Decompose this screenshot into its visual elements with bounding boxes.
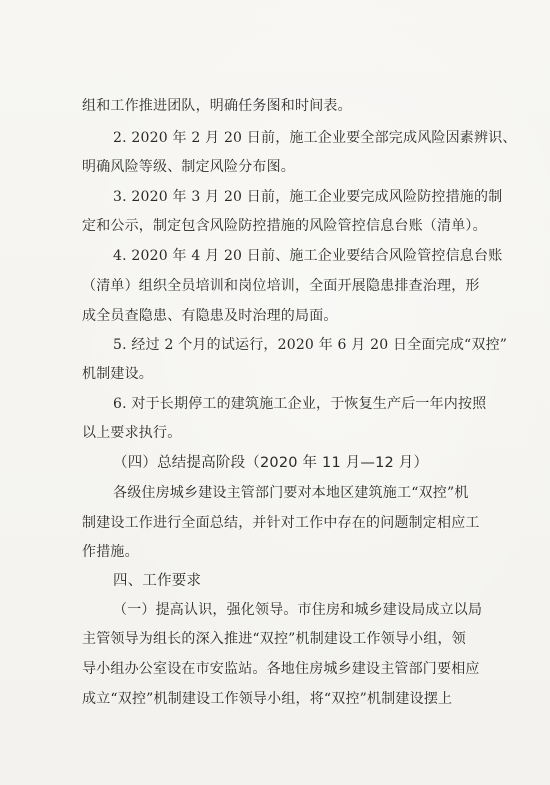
body-line-8: 成全员查隐患、有隐患及时治理的局面。	[82, 308, 338, 324]
body-line-9: 5. 经过 2 个月的试运行，2020 年 6 月 20 日全面完成“双控”	[113, 337, 508, 353]
body-line-21: 成立“双控”机制建设工作领导小组，将“双控”机制建设摆上	[82, 691, 453, 707]
body-line-3: 明确风险等级、制定风险分布图。	[82, 159, 295, 175]
section-heading-4: （四）总结提高阶段（2020 年 11 月—12 月）	[113, 455, 429, 471]
body-line-18: （一）提高认识，强化领导。市住房和城乡建设局成立以局	[113, 602, 483, 618]
body-line-5: 定和公示，制定包含风险防控措施的风险管控信息台账（清单）。	[82, 218, 487, 234]
chapter-heading-work-requirements: 四、工作要求	[113, 573, 202, 589]
body-line-10: 机制建设。	[82, 366, 153, 382]
body-line-20: 导小组办公室设在市安监站。各地住房城乡建设主管部门要相应	[82, 661, 480, 677]
body-line-6: 4. 2020 年 4 月 20 日前、施工企业要结合风险管控信息台账	[113, 248, 503, 264]
body-line-4: 3. 2020 年 3 月 20 日前，施工企业要完成风险防控措施的制	[113, 189, 503, 205]
body-line-1: 组和工作推进团队，明确任务图和时间表。	[82, 98, 352, 114]
body-line-19: 主管领导为组长的深入推进“双控”机制建设工作领导小组，领	[82, 631, 466, 647]
body-line-14: 各级住房城乡建设主管部门要对本地区建筑施工“双控”机	[113, 485, 469, 501]
body-line-7: （清单）组织全员培训和岗位培训，全面开展隐患排查治理，形	[82, 278, 480, 294]
body-line-11: 6. 对于长期停工的建筑施工企业，于恢复生产后一年内按照	[113, 396, 487, 412]
body-line-16: 作措施。	[82, 544, 139, 560]
body-line-2: 2. 2020 年 2 月 20 日前，施工企业要全部完成风险因素辨识、	[113, 130, 517, 146]
body-line-12: 以上要求执行。	[82, 425, 182, 441]
body-line-15: 制建设工作进行全面总结，并针对工作中存在的问题制定相应工	[82, 515, 480, 531]
